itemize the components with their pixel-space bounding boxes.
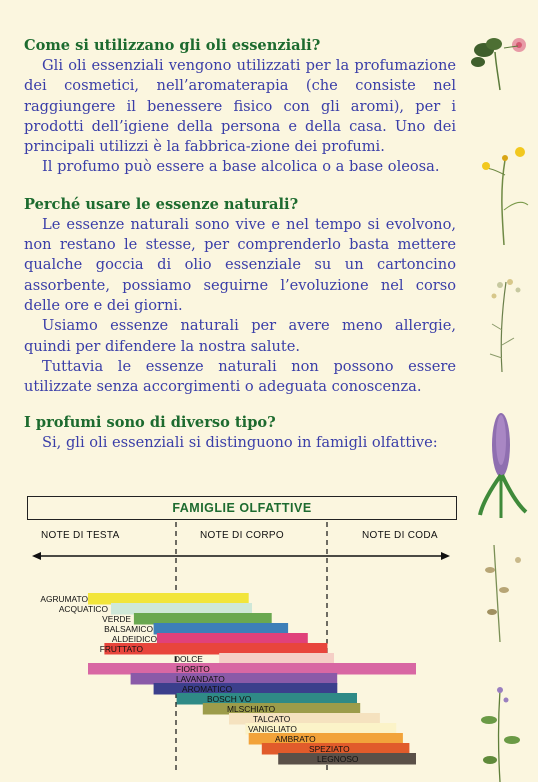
family-label-ambrato: AMBRATO (275, 734, 316, 744)
chart-title: FAMIGLIE OLFATTIVE (172, 501, 312, 515)
timeline-arrow-right (441, 552, 450, 560)
family-label-balsamico: BALSAMICO (104, 624, 153, 634)
timeline-arrow-left (32, 552, 41, 560)
family-bar-fiorito (88, 663, 416, 675)
section-heading-uses: Come si utilizzano gli oli essenziali? (24, 37, 321, 54)
family-label-fruttato: FRUTTATO (99, 644, 143, 654)
paragraph-why-1: Le essenze naturali sono vive e nel tempo si evolvono, non restano le stesse, per comprenderlo basta mettere qualche goccia di olio essenziale su un cartoncino assorbente, possiamo seguirne l’evoluzione nel corso delle ore e dei giorni. (24, 215, 456, 314)
family-bar-aldeidico (157, 633, 308, 645)
section-heading-why-natural: Perché usare le essenze naturali? (24, 195, 299, 213)
family-label-fiorito: FIORITO (176, 664, 210, 674)
family-label-boschivo: BOSCH VO (207, 694, 252, 704)
family-bar-balsamico (154, 623, 289, 635)
family-label-speziato: SPEZIATO (309, 744, 350, 754)
section-heading-types: I profumi sono di diverso tipo? (24, 414, 276, 432)
family-label-aromatico: AROMATICO (182, 684, 233, 694)
family-label-talcato: TALCATO (253, 714, 291, 724)
family-label-verde: VERDE (102, 614, 131, 624)
family-label-legnoso: LEGNOSO (317, 754, 359, 764)
family-bar-dolce (219, 653, 334, 665)
family-bar-verde (134, 613, 272, 625)
family-label-aldeidico: ALDEIDICO (111, 634, 157, 644)
phase-label-head: NOTE DI TESTA (41, 530, 120, 541)
family-label-dolce: DOLCE (174, 654, 203, 664)
phase-label-body: NOTE DI CORPO (200, 530, 284, 541)
family-bar-acquatico (111, 603, 252, 615)
paragraph-why-2: Usiamo essenze naturali per avere meno allergie, quindi per difendere la nostra salute. (24, 317, 456, 355)
phase-label-tail: NOTE DI CODA (362, 530, 438, 541)
paragraph-uses-1: Gli oli essenziali vengono utilizzati per la profumazione dei cosmetici, nell’aromaterapia (che consiste nel raggiungere il benessere fisico con gli aromi), per i prodotti dell’igiene della persona e della casa. Uno dei principali utilizzi è la fabbrica-zione dei profumi. (24, 57, 456, 156)
paragraph-types-1: Si, gli oli essenziali si distinguono in famigli olfattive: (42, 434, 438, 452)
family-label-vanigliato: VANIGLIATO (248, 724, 297, 734)
paragraph-uses-2: Il profumo può essere a base alcolica o a base oleosa. (42, 158, 440, 176)
family-bar-talcato (229, 713, 380, 725)
family-bar-boschivo (177, 693, 357, 705)
family-bar-agrumato (88, 593, 249, 605)
paragraph-why-3: Tuttavia le essenze naturali non possono essere utilizzate senza accorgimenti o adeguata conoscenza. (24, 357, 456, 396)
family-label-lavandato: LAVANDATO (176, 674, 225, 684)
family-label-acquatico: ACQUATICO (58, 604, 108, 614)
family-label-agrumato: AGRUMATO (40, 594, 88, 604)
family-bar-lavandato (131, 673, 338, 685)
family-label-muschiato: MLSCHIATO (227, 704, 276, 714)
family-bar-ambrato (249, 733, 403, 745)
